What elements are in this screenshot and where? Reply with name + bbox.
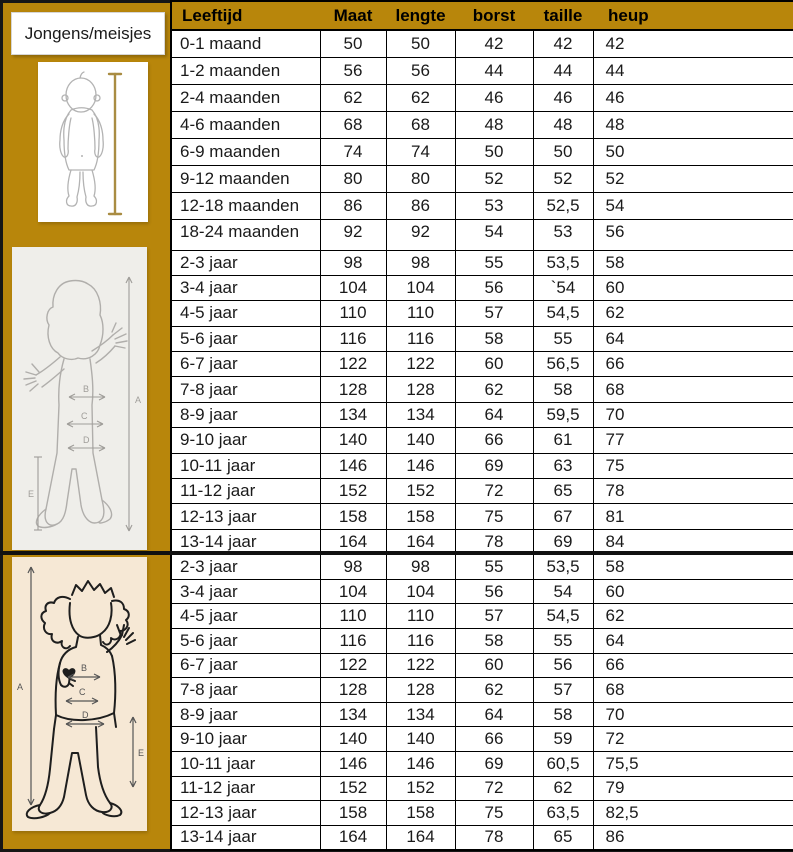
heup-cell: 81 (593, 504, 793, 529)
table-row (171, 326, 793, 351)
maat-cell: 50 (320, 30, 386, 57)
table-row (171, 727, 793, 752)
borst-cell: 78 (455, 529, 533, 554)
maat-cell: 140 (320, 727, 386, 752)
girl-measure-label-c: C (79, 687, 86, 697)
age-cell: 6-9 maanden (171, 138, 320, 165)
age-cell: 4-6 maanden (171, 111, 320, 138)
age-cell: 9-12 maanden (171, 165, 320, 192)
lengte-cell: 116 (386, 326, 455, 351)
lengte-cell: 122 (386, 352, 455, 377)
age-cell: 12-13 jaar (171, 801, 320, 826)
heup-cell: 62 (593, 604, 793, 629)
borst-cell: 60 (455, 653, 533, 678)
taille-cell: 54,5 (533, 301, 593, 326)
maat-cell: 140 (320, 428, 386, 453)
table-row (171, 801, 793, 826)
table-header (171, 1, 793, 30)
taille-cell: 54 (533, 579, 593, 604)
lengte-cell: 152 (386, 776, 455, 801)
lengte-cell: 74 (386, 138, 455, 165)
age-cell: 3-4 jaar (171, 579, 320, 604)
boy-measure-label-d: D (83, 435, 90, 445)
boy-measure-label-c: C (81, 411, 88, 421)
age-cell: 10-11 jaar (171, 453, 320, 478)
heup-cell: 58 (593, 250, 793, 275)
borst-cell: 62 (455, 377, 533, 402)
heup-cell: 66 (593, 653, 793, 678)
taille-cell: 50 (533, 138, 593, 165)
taille-cell: 55 (533, 326, 593, 351)
heup-cell: 77 (593, 428, 793, 453)
table-row (171, 377, 793, 402)
maat-cell: 152 (320, 479, 386, 504)
borst-cell: 69 (455, 453, 533, 478)
borst-cell: 42 (455, 30, 533, 57)
heup-cell: 52 (593, 165, 793, 192)
maat-cell: 158 (320, 504, 386, 529)
age-cell: 6-7 jaar (171, 653, 320, 678)
maat-cell: 98 (320, 250, 386, 275)
taille-cell: 63 (533, 453, 593, 478)
girl-measure-label-a: A (17, 682, 24, 692)
heup-cell: 75 (593, 453, 793, 478)
taille-cell: 63,5 (533, 801, 593, 826)
size-table (170, 0, 793, 851)
age-cell: 12-18 maanden (171, 192, 320, 219)
borst-cell: 57 (455, 301, 533, 326)
lengte-cell: 134 (386, 702, 455, 727)
heup-cell: 46 (593, 84, 793, 111)
borst-cell: 75 (455, 504, 533, 529)
age-cell: 2-4 maanden (171, 84, 320, 111)
taille-cell: 61 (533, 428, 593, 453)
age-cell: 1-2 maanden (171, 57, 320, 84)
borst-cell: 75 (455, 801, 533, 826)
table-row (171, 653, 793, 678)
taille-cell: 56 (533, 653, 593, 678)
heup-cell: 70 (593, 702, 793, 727)
heup-cell: 68 (593, 377, 793, 402)
age-cell: 8-9 jaar (171, 702, 320, 727)
lengte-cell: 92 (386, 219, 455, 250)
lengte-cell: 116 (386, 628, 455, 653)
lengte-cell: 152 (386, 479, 455, 504)
age-cell: 8-9 jaar (171, 402, 320, 427)
age-cell: 9-10 jaar (171, 428, 320, 453)
gender-label: Jongens/meisjes (24, 23, 152, 43)
heup-cell: 72 (593, 727, 793, 752)
taille-cell: 57 (533, 678, 593, 703)
lengte-cell: 56 (386, 57, 455, 84)
gender-label-box (11, 12, 165, 55)
table-row (171, 138, 793, 165)
lengte-cell: 128 (386, 678, 455, 703)
taille-cell: 46 (533, 84, 593, 111)
table-section-baby (171, 30, 793, 250)
borst-cell: 53 (455, 192, 533, 219)
age-cell: 13-14 jaar (171, 825, 320, 850)
taille-cell: 55 (533, 628, 593, 653)
lengte-cell: 164 (386, 529, 455, 554)
taille-cell: 67 (533, 504, 593, 529)
girl-measurement-drawing (12, 557, 147, 831)
lengte-cell: 122 (386, 653, 455, 678)
girl-measure-label-e: E (138, 748, 145, 758)
age-cell: 11-12 jaar (171, 776, 320, 801)
taille-cell: 56,5 (533, 352, 593, 377)
taille-cell: 69 (533, 529, 593, 554)
lengte-cell: 128 (386, 377, 455, 402)
maat-cell: 146 (320, 453, 386, 478)
taille-cell: 65 (533, 825, 593, 850)
age-cell: 13-14 jaar (171, 529, 320, 554)
table-row (171, 428, 793, 453)
lengte-cell: 110 (386, 604, 455, 629)
maat-cell: 128 (320, 678, 386, 703)
age-cell: 2-3 jaar (171, 250, 320, 275)
boy-figure-icon (12, 247, 147, 550)
col-header-borst: borst (455, 1, 533, 30)
heup-cell: 84 (593, 529, 793, 554)
lengte-cell: 140 (386, 727, 455, 752)
table-row (171, 57, 793, 84)
age-cell: 7-8 jaar (171, 377, 320, 402)
table-row (171, 579, 793, 604)
taille-cell: 58 (533, 377, 593, 402)
maat-cell: 68 (320, 111, 386, 138)
borst-cell: 55 (455, 555, 533, 580)
heup-cell: 75,5 (593, 751, 793, 776)
lengte-cell: 164 (386, 825, 455, 850)
table-row (171, 352, 793, 377)
table-row (171, 678, 793, 703)
borst-cell: 50 (455, 138, 533, 165)
lengte-cell: 98 (386, 250, 455, 275)
heup-cell: 60 (593, 275, 793, 300)
borst-cell: 46 (455, 84, 533, 111)
table-section-meisjes (171, 555, 793, 850)
lengte-cell: 50 (386, 30, 455, 57)
maat-cell: 62 (320, 84, 386, 111)
taille-cell: 59 (533, 727, 593, 752)
maat-cell: 56 (320, 57, 386, 84)
borst-cell: 48 (455, 111, 533, 138)
borst-cell: 66 (455, 727, 533, 752)
heup-cell: 79 (593, 776, 793, 801)
taille-cell: 42 (533, 30, 593, 57)
taille-cell: 58 (533, 702, 593, 727)
borst-cell: 64 (455, 702, 533, 727)
table-row (171, 250, 793, 275)
table-row (171, 825, 793, 850)
age-cell: 2-3 jaar (171, 555, 320, 580)
age-cell: 5-6 jaar (171, 628, 320, 653)
maat-cell: 122 (320, 653, 386, 678)
taille-cell: 59,5 (533, 402, 593, 427)
boy-measurement-drawing (12, 247, 147, 550)
table-row (171, 402, 793, 427)
borst-cell: 52 (455, 165, 533, 192)
table-row (171, 30, 793, 57)
maat-cell: 110 (320, 604, 386, 629)
maat-cell: 116 (320, 326, 386, 351)
table-row (171, 604, 793, 629)
maat-cell: 104 (320, 579, 386, 604)
header-row (171, 1, 793, 30)
lengte-cell: 146 (386, 453, 455, 478)
table-row (171, 702, 793, 727)
age-cell: 18-24 maanden (171, 219, 320, 250)
table-row (171, 84, 793, 111)
borst-cell: 54 (455, 219, 533, 250)
table-row (171, 275, 793, 300)
borst-cell: 64 (455, 402, 533, 427)
lengte-cell: 146 (386, 751, 455, 776)
maat-cell: 98 (320, 555, 386, 580)
table-row (171, 165, 793, 192)
table-section-jongens (171, 250, 793, 555)
col-header-lengte: lengte (386, 1, 455, 30)
boy-measure-label-a: A (135, 395, 142, 405)
borst-cell: 57 (455, 604, 533, 629)
borst-cell: 78 (455, 825, 533, 850)
taille-cell: 48 (533, 111, 593, 138)
taille-cell: 65 (533, 479, 593, 504)
table-row (171, 111, 793, 138)
taille-cell: 53,5 (533, 250, 593, 275)
table-row (171, 504, 793, 529)
taille-cell: 52 (533, 165, 593, 192)
maat-cell: 152 (320, 776, 386, 801)
boy-measure-label-e: E (28, 489, 35, 499)
taille-cell: 60,5 (533, 751, 593, 776)
heup-cell: 42 (593, 30, 793, 57)
age-cell: 0-1 maand (171, 30, 320, 57)
lengte-cell: 98 (386, 555, 455, 580)
heup-cell: 48 (593, 111, 793, 138)
borst-cell: 56 (455, 579, 533, 604)
lengte-cell: 80 (386, 165, 455, 192)
col-header-taille: taille (533, 1, 593, 30)
taille-cell: 53,5 (533, 555, 593, 580)
heup-cell: 58 (593, 555, 793, 580)
baby-length-drawing (38, 62, 148, 222)
col-header-maat: Maat (320, 1, 386, 30)
age-cell: 6-7 jaar (171, 352, 320, 377)
borst-cell: 56 (455, 275, 533, 300)
heup-cell: 86 (593, 825, 793, 850)
section-divider (0, 551, 793, 555)
maat-cell: 164 (320, 529, 386, 554)
taille-cell: 54,5 (533, 604, 593, 629)
maat-cell: 80 (320, 165, 386, 192)
maat-cell: 164 (320, 825, 386, 850)
heup-cell: 44 (593, 57, 793, 84)
lengte-cell: 86 (386, 192, 455, 219)
boy-measure-label-b: B (83, 384, 90, 394)
table-row (171, 628, 793, 653)
heup-cell: 60 (593, 579, 793, 604)
age-cell: 10-11 jaar (171, 751, 320, 776)
borst-cell: 72 (455, 479, 533, 504)
taille-cell: `54 (533, 275, 593, 300)
age-cell: 11-12 jaar (171, 479, 320, 504)
maat-cell: 74 (320, 138, 386, 165)
age-cell: 5-6 jaar (171, 326, 320, 351)
maat-cell: 116 (320, 628, 386, 653)
table-row (171, 301, 793, 326)
lengte-cell: 68 (386, 111, 455, 138)
age-cell: 7-8 jaar (171, 678, 320, 703)
heup-cell: 54 (593, 192, 793, 219)
table-row (171, 751, 793, 776)
heup-cell: 64 (593, 628, 793, 653)
col-header-heup: heup (593, 1, 793, 30)
borst-cell: 55 (455, 250, 533, 275)
borst-cell: 66 (455, 428, 533, 453)
heup-cell: 50 (593, 138, 793, 165)
age-cell: 4-5 jaar (171, 301, 320, 326)
table-row (171, 219, 793, 250)
heup-cell: 82,5 (593, 801, 793, 826)
table-row (171, 776, 793, 801)
age-cell: 4-5 jaar (171, 604, 320, 629)
heup-cell: 66 (593, 352, 793, 377)
table-row (171, 479, 793, 504)
taille-cell: 44 (533, 57, 593, 84)
col-header-leeftijd: Leeftijd (171, 1, 320, 30)
borst-cell: 58 (455, 326, 533, 351)
borst-cell: 58 (455, 628, 533, 653)
taille-cell: 62 (533, 776, 593, 801)
heup-cell: 56 (593, 219, 793, 250)
heup-cell: 78 (593, 479, 793, 504)
lengte-cell: 158 (386, 801, 455, 826)
lengte-cell: 62 (386, 84, 455, 111)
heup-cell: 64 (593, 326, 793, 351)
lengte-cell: 110 (386, 301, 455, 326)
maat-cell: 122 (320, 352, 386, 377)
baby-figure-icon (38, 62, 148, 222)
heup-cell: 70 (593, 402, 793, 427)
maat-cell: 128 (320, 377, 386, 402)
maat-cell: 104 (320, 275, 386, 300)
taille-cell: 53 (533, 219, 593, 250)
lengte-cell: 104 (386, 275, 455, 300)
table-row (171, 555, 793, 580)
girl-figure-icon (12, 557, 147, 831)
maat-cell: 158 (320, 801, 386, 826)
girl-measure-label-d: D (82, 710, 89, 720)
table-row (171, 192, 793, 219)
maat-cell: 110 (320, 301, 386, 326)
lengte-cell: 104 (386, 579, 455, 604)
borst-cell: 72 (455, 776, 533, 801)
maat-cell: 86 (320, 192, 386, 219)
age-cell: 3-4 jaar (171, 275, 320, 300)
borst-cell: 69 (455, 751, 533, 776)
maat-cell: 134 (320, 402, 386, 427)
age-cell: 12-13 jaar (171, 504, 320, 529)
age-cell: 9-10 jaar (171, 727, 320, 752)
borst-cell: 62 (455, 678, 533, 703)
taille-cell: 52,5 (533, 192, 593, 219)
maat-cell: 92 (320, 219, 386, 250)
lengte-cell: 134 (386, 402, 455, 427)
borst-cell: 44 (455, 57, 533, 84)
heup-cell: 68 (593, 678, 793, 703)
borst-cell: 60 (455, 352, 533, 377)
lengte-cell: 140 (386, 428, 455, 453)
table-row (171, 453, 793, 478)
maat-cell: 134 (320, 702, 386, 727)
lengte-cell: 158 (386, 504, 455, 529)
maat-cell: 146 (320, 751, 386, 776)
heup-cell: 62 (593, 301, 793, 326)
girl-measure-label-b: B (81, 663, 88, 673)
